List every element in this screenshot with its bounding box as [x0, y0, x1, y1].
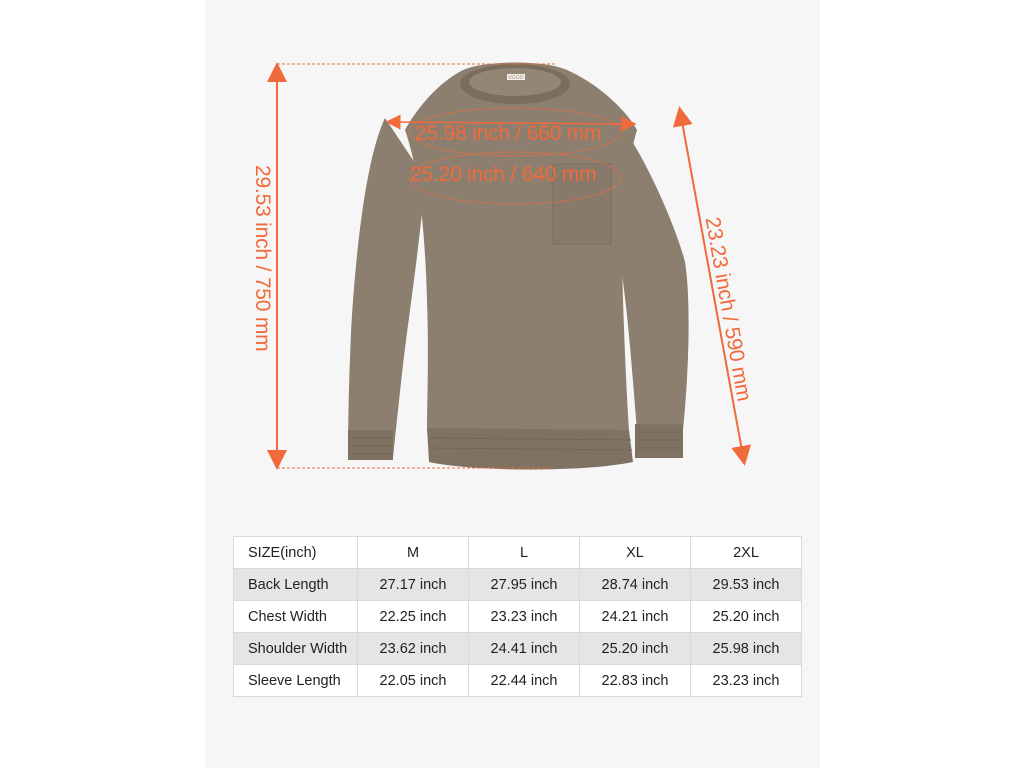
table-cell: 24.21 inch — [580, 601, 691, 633]
row-label: Chest Width — [234, 601, 358, 633]
table-cell: 27.95 inch — [469, 569, 580, 601]
table-cell: 27.17 inch — [358, 569, 469, 601]
table-cell: 28.74 inch — [580, 569, 691, 601]
header-cell: SIZE(inch) — [234, 537, 358, 569]
size-diagram — [205, 0, 820, 500]
table-cell: 24.41 inch — [469, 633, 580, 665]
header-cell: 2XL — [691, 537, 802, 569]
table-cell: 22.83 inch — [580, 665, 691, 697]
product-image-panel — [205, 0, 820, 768]
table-cell: 29.53 inch — [691, 569, 802, 601]
table-row — [234, 633, 802, 665]
table-cell: 23.23 inch — [691, 665, 802, 697]
row-label: Sleeve Length — [234, 665, 358, 697]
table-cell: 22.25 inch — [358, 601, 469, 633]
chest-label: 25.20 inch / 640 mm — [410, 163, 597, 186]
table-row — [234, 569, 802, 601]
shoulder-label: 25.98 inch / 660 mm — [415, 122, 602, 145]
table-header-row — [234, 537, 802, 569]
table-cell: 23.23 inch — [469, 601, 580, 633]
row-label: Shoulder Width — [234, 633, 358, 665]
table-cell: 22.44 inch — [469, 665, 580, 697]
table-cell: 22.05 inch — [358, 665, 469, 697]
sleeve-length-label: 23.23 inch / 590 mm — [700, 215, 756, 403]
header-cell: L — [469, 537, 580, 569]
table-cell: 25.98 inch — [691, 633, 802, 665]
table-cell: 25.20 inch — [580, 633, 691, 665]
header-cell: M — [358, 537, 469, 569]
brand-label-text: VGOO — [508, 75, 524, 81]
row-label: Back Length — [234, 569, 358, 601]
table-row — [234, 665, 802, 697]
size-chart-table — [233, 536, 802, 697]
table-cell: 23.62 inch — [358, 633, 469, 665]
table-cell: 25.20 inch — [691, 601, 802, 633]
table-row — [234, 601, 802, 633]
header-cell: XL — [580, 537, 691, 569]
sweatshirt-body — [405, 63, 637, 431]
total-length-label: 29.53 inch / 750 mm — [251, 165, 274, 352]
